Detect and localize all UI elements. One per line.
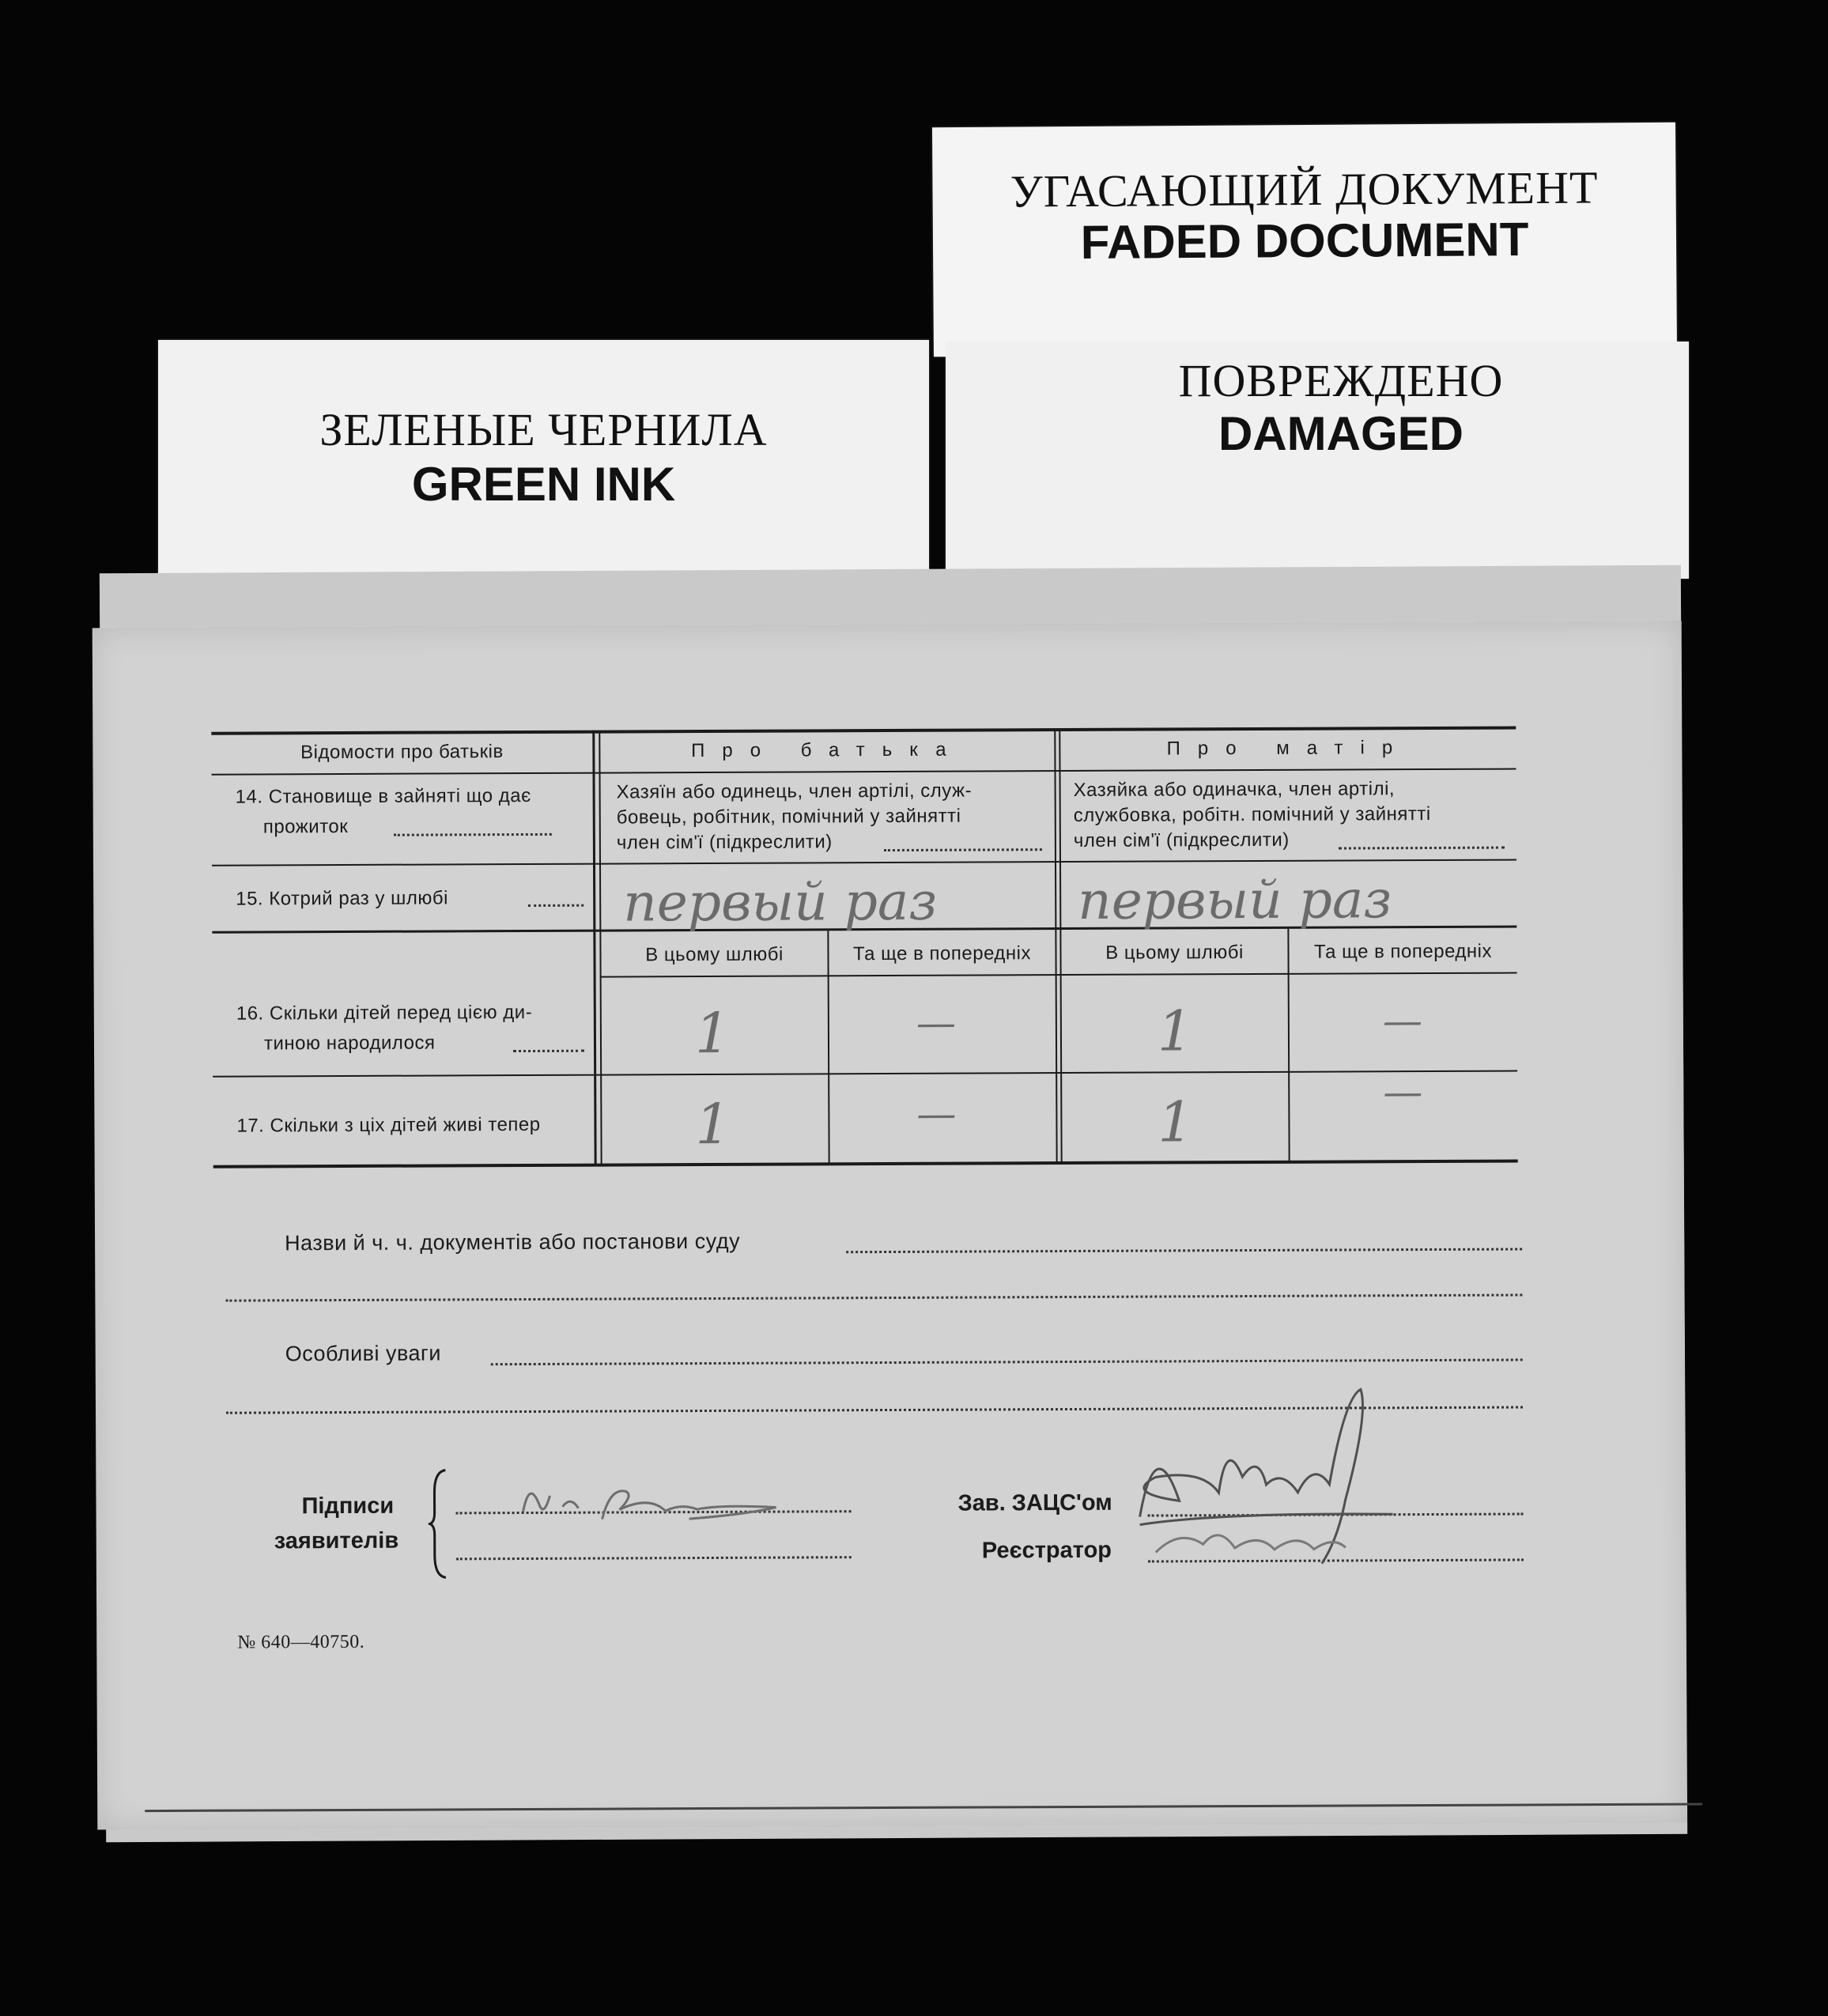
row16-label-leader [513, 1050, 584, 1052]
father-subhead-previous: Та ще в попередніх [852, 942, 1032, 965]
damaged-card-en: DAMAGED [1218, 407, 1464, 460]
registrar-label: Реєстратор [981, 1537, 1112, 1564]
row15-label-leader [528, 904, 584, 907]
row17-label: 17. Скільки з ціх дітей живі тепер [236, 1113, 541, 1137]
head-col0: Відомости про батьків [300, 741, 504, 764]
green-ink-card [158, 340, 929, 593]
damaged-card-ru: ПОВРЕЖДЕНО [1178, 355, 1504, 406]
row17-mother-current: 1 [1158, 1089, 1194, 1155]
documents-fill-2 [225, 1294, 1522, 1302]
notes-fill-1 [491, 1359, 1523, 1366]
signatures-brace [428, 1468, 452, 1579]
row15-mother-value: первый раз [1078, 869, 1392, 931]
row16-mother-current: 1 [1157, 999, 1193, 1064]
signatures-label-1: Підписи [301, 1493, 395, 1520]
row15-label: 15. Котрий раз у шлюбі [236, 887, 449, 910]
applicant-signature-line-2 [456, 1556, 852, 1560]
mother-subhead-previous: Та ще в попередніх [1313, 940, 1493, 963]
row14-label-2: прожиток [262, 815, 349, 838]
row16-father-previous: — [916, 999, 957, 1046]
row14-mother-fill [1339, 847, 1505, 850]
head-label: Зав. ЗАЦС'ом [957, 1489, 1112, 1516]
row16-label-2: тиною народилося [263, 1032, 436, 1055]
col0-divider [592, 731, 596, 1165]
row16-father-current: 1 [694, 1000, 731, 1067]
documents-label: Назви й ч. ч. документів або постанови суду [285, 1229, 741, 1255]
form-number: № 640—40750. [237, 1631, 365, 1653]
row15-father-value: первый раз [623, 870, 938, 934]
green-ink-card-en: GREEN INK [411, 458, 676, 511]
damaged-card [946, 342, 1689, 579]
green-ink-card-ru: ЗЕЛЕНЫЕ ЧЕРНИЛА [319, 404, 768, 455]
row14-mother-3: член сім'ї (підкреслити) [1073, 829, 1290, 851]
notes-label: Особливі уваги [285, 1341, 442, 1366]
mother-subhead-current: В цьому шлюбі [1105, 942, 1244, 964]
row14-mother-1: Хазяйка або одиначка, член артілі, [1073, 778, 1396, 801]
documents-fill-1 [846, 1248, 1522, 1254]
row14-rule [212, 859, 1516, 866]
row14-mother-2: службовка, робітн. помічний у зайнятті [1073, 803, 1431, 826]
head-mother: Про матір [1166, 737, 1411, 760]
official-signature [1108, 1381, 1520, 1572]
table-bottom-rule [213, 1160, 1518, 1168]
row14-father-2: бовець, робітник, помічний у зайнятті [616, 805, 961, 829]
applicant-signature [515, 1470, 799, 1535]
row14-label-1: 14. Становище в зайняті що дає [235, 784, 531, 808]
father-subhead-current: В цьому шлюбі [645, 943, 784, 966]
signatures-label-2: заявителів [274, 1527, 399, 1554]
faded-card-en: FADED DOCUMENT [1080, 213, 1529, 269]
sheet-bottom-edge [145, 1803, 1702, 1813]
row17-mother-previous: — [1383, 1069, 1423, 1116]
row16-mother-previous: — [1382, 998, 1423, 1044]
row14-father-fill [884, 848, 1042, 851]
faded-card-ru: УГАСАЮЩИЙ ДОКУМЕНТ [1010, 161, 1599, 217]
row16-label-1: 16. Скільки дітей перед цією ди- [236, 1001, 533, 1025]
row14-father-3: член сім'ї (підкреслити) [616, 831, 833, 854]
row14-father-1: Хазяїн або одинець, член артілі, служ- [616, 780, 973, 803]
subhead-rule [600, 972, 1517, 978]
form-sheet [93, 621, 1687, 1830]
head-father: Про батька [691, 738, 964, 762]
row17-father-current: 1 [695, 1091, 731, 1157]
faded-document-card [932, 123, 1677, 357]
row17-father-previous: — [916, 1090, 957, 1137]
row16-rule [213, 1070, 1517, 1078]
